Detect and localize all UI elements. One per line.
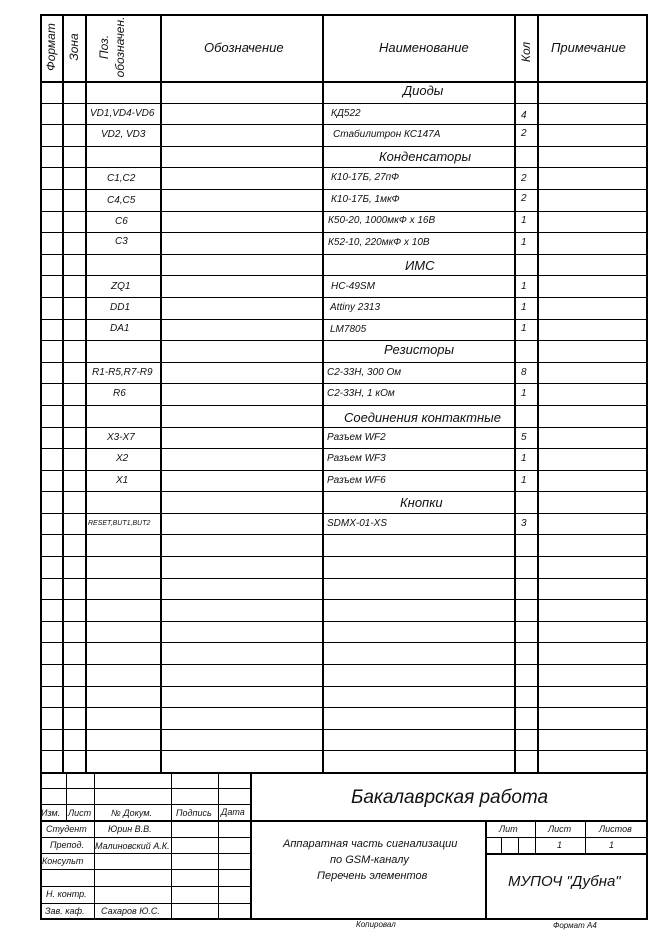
section-ics: ИМС: [405, 258, 435, 273]
table-row-line: [40, 729, 648, 730]
list-item-pos: C1,C2: [107, 173, 136, 184]
copied-label: Копировал: [356, 920, 396, 929]
list-item-qty: 1: [521, 215, 527, 226]
list-item-qty: 1: [521, 281, 527, 292]
sheets-label: Листов: [599, 824, 632, 834]
header-pos-line1: Поз.: [97, 34, 111, 60]
teacher-name: Малиновский А.К.: [95, 841, 170, 851]
table-row-line: [40, 319, 648, 320]
list-item-name: Разъем WF6: [327, 475, 386, 486]
list-item-name: КД522: [331, 108, 361, 119]
list-item-pos: DD1: [110, 302, 131, 313]
table-row-line: [40, 642, 648, 643]
table-row-line: [40, 189, 648, 190]
student-role: Студент: [46, 824, 87, 834]
list-item-pos: X3-X7: [107, 432, 135, 443]
list-item-name: LM7805: [330, 324, 367, 335]
table-row-line: [40, 211, 648, 212]
list-item-qty: 2: [521, 193, 527, 204]
header-designation: Обозначение: [204, 40, 284, 55]
table-row-line: [40, 578, 648, 579]
consultant-role: Консульт: [42, 856, 84, 866]
list-item-name: К10-17Б, 27пФ: [331, 172, 400, 183]
list-item-name: Разъем WF3: [327, 453, 386, 464]
section-connectors: Соединения контактные: [344, 410, 501, 425]
table-row-line: [40, 405, 648, 406]
list-item-qty: 5: [521, 432, 527, 443]
list-item-name: Стабилитрон КС147А: [333, 129, 441, 140]
table-row-line: [40, 750, 648, 751]
drawing-frame: [40, 14, 648, 920]
list-item-pos: C6: [115, 216, 128, 227]
table-row-line: [40, 513, 648, 514]
table-row-line: [40, 427, 648, 428]
table-row-line: [40, 491, 648, 492]
table-row-line: [40, 448, 648, 449]
table-row-line: [40, 621, 648, 622]
table-row-line: [40, 340, 648, 341]
head-role: Зав. каф.: [45, 906, 85, 916]
doc-description-line2: по GSM-каналу: [330, 854, 409, 866]
table-row-line: [40, 556, 648, 557]
header-note: Примечание: [551, 40, 626, 55]
table-row-line: [40, 275, 648, 276]
table-row-line: [40, 470, 648, 471]
header-pos-line2: обозначен.: [113, 16, 127, 78]
list-item-qty: 4: [521, 110, 527, 121]
col-sign: Подпись: [176, 808, 212, 818]
table-row-line: [40, 103, 648, 104]
format-label: Формат А4: [553, 921, 597, 930]
list-item-name: К10-17Б, 1мкФ: [331, 194, 400, 205]
doc-description-line1: Аппаратная часть сигнализации: [283, 838, 458, 850]
table-row-line: [40, 124, 648, 125]
list-item-name: С2-33Н, 1 кОм: [327, 388, 395, 399]
section-buttons: Кнопки: [400, 495, 443, 510]
list-item-name: С2-33Н, 300 Ом: [327, 367, 402, 378]
doc-description-line3: Перечень элементов: [317, 870, 428, 882]
list-item-name: Разъем WF2: [327, 432, 386, 443]
table-row-line: [40, 707, 648, 708]
sheets-value: 1: [609, 840, 615, 850]
table-row-line: [40, 599, 648, 600]
list-item-name: К52-10, 220мкФ х 10В: [328, 237, 430, 248]
list-item-qty: 8: [521, 367, 527, 378]
list-item-qty: 1: [521, 388, 527, 399]
teacher-role: Препод.: [50, 840, 84, 850]
table-row-line: [40, 232, 648, 233]
student-name: Юрин В.В.: [108, 824, 152, 834]
lit-label: Лит: [499, 824, 518, 834]
header-zone: Зона: [67, 33, 81, 61]
table-row-line: [40, 254, 648, 255]
organization: МУПОЧ "Дубна": [508, 873, 621, 890]
list-item-qty: 1: [521, 237, 527, 248]
list-item-pos: C4,C5: [107, 195, 136, 206]
list-item-name: К50-20, 1000мкФ х 16В: [328, 215, 436, 226]
col-doc: № Докум.: [111, 808, 153, 818]
list-item-qty: 1: [521, 302, 527, 313]
list-item-pos: VD1,VD4-VD6: [90, 108, 155, 119]
list-item-name: SDMX-01-XS: [327, 518, 388, 529]
table-row-line: [40, 383, 648, 384]
table-row-line: [40, 686, 648, 687]
table-row-line: [40, 534, 648, 535]
list-item-pos: DA1: [110, 323, 130, 334]
list-item-qty: 1: [521, 475, 527, 486]
list-item-name: Attiny 2313: [330, 302, 381, 313]
head-name: Сахаров Ю.С.: [101, 906, 160, 916]
list-item-pos: R1-R5,R7-R9: [92, 367, 153, 378]
col-change: Изм.: [41, 808, 61, 818]
list-item-pos: RESET,BUT1,BUT2: [88, 520, 151, 527]
list-item-qty: 3: [521, 518, 527, 529]
table-row-line: [40, 362, 648, 363]
sheet-value: 1: [557, 840, 563, 850]
sheet-label: Лист: [548, 824, 572, 834]
header-name: Наименование: [379, 40, 469, 55]
col-sheet: Лист: [68, 808, 92, 818]
list-item-qty: 2: [521, 173, 527, 184]
table-row-line: [40, 146, 648, 147]
norm-role: Н. контр.: [46, 889, 87, 899]
list-item-pos: R6: [113, 388, 126, 399]
list-item-qty: 2: [521, 128, 527, 139]
list-item-pos: C3: [115, 236, 128, 247]
section-resistors: Резисторы: [384, 342, 455, 357]
col-date: Дата: [221, 807, 245, 817]
list-item-pos: X1: [116, 475, 129, 486]
table-row-line: [40, 167, 648, 168]
section-capacitors: Конденсаторы: [379, 149, 472, 164]
section-diodes: Диоды: [403, 83, 444, 98]
table-row-line: [40, 664, 648, 665]
work-title: Бакалаврская работа: [351, 787, 549, 808]
table-row-line: [40, 297, 648, 298]
list-item-qty: 1: [521, 323, 527, 334]
list-item-pos: ZQ1: [111, 281, 131, 292]
list-item-qty: 1: [521, 453, 527, 464]
list-item-pos: X2: [116, 453, 129, 464]
list-item-pos: VD2, VD3: [101, 129, 146, 140]
header-qty: Кол: [519, 41, 533, 63]
header-format: Формат: [44, 23, 58, 71]
list-item-name: HC-49SM: [331, 281, 375, 292]
